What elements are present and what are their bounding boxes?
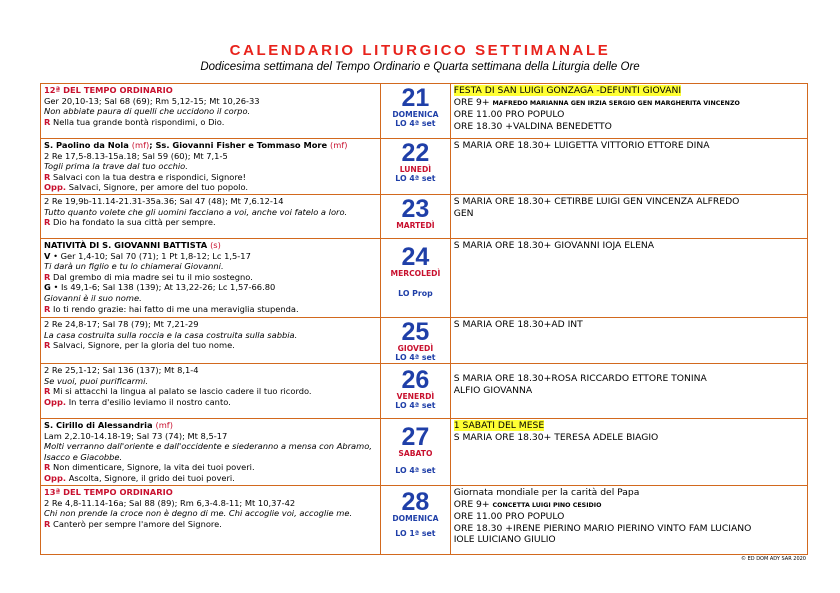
readings-cell xyxy=(41,194,381,238)
date-cell xyxy=(381,194,451,238)
alt-response-text: Salvaci, Signore, per amore del tuo popolo. xyxy=(68,182,249,193)
liturgy-heading xyxy=(44,420,377,431)
day-row-27 xyxy=(41,418,808,485)
copyright-notice: © ED DOM ADY SAR 2020 xyxy=(741,556,806,562)
reading-refs: 2 Re 17,5-8.13-15a.18; Sal 59 (60); Mt 7,1-5 xyxy=(44,150,228,161)
response-line xyxy=(44,117,377,128)
response-text: Canterò per sempre l'amore del Signore. xyxy=(53,518,222,529)
reading-refs: 2 Re 24,8-17; Sal 78 (79); Mt 7,21-29 xyxy=(44,318,199,329)
response-text: Dio ha fondato la sua città per sempre. xyxy=(53,217,216,228)
date-cell xyxy=(381,418,451,485)
day-refs xyxy=(44,282,377,293)
day-name: MARTEDÌ xyxy=(396,220,435,230)
response-marker: R xyxy=(44,116,51,127)
response-text: Mi si attacchi la lingua al palato se lascio cadere il tuo ricordo. xyxy=(53,386,312,397)
response-text: Nella tua grande bontà rispondimi, o Dio. xyxy=(53,116,225,127)
alt-response-marker: Opp. xyxy=(44,472,67,483)
masses-cell xyxy=(450,418,807,485)
feast-highlight: 1 SABATI DEL MESE xyxy=(453,419,545,431)
day-marker: G xyxy=(44,282,51,293)
antiphon: Non abbiate paura di quelli che uccidono il corpo. xyxy=(44,106,251,117)
mass-line: ORE 18.30 +IRENE PIERINO MARIO PIERINO VINTO FAM LUCIANO xyxy=(453,522,752,534)
page-title: CALENDARIO LITURGICO SETTIMANALE xyxy=(229,42,611,59)
response-line xyxy=(44,462,377,473)
alt-response-line xyxy=(44,473,377,484)
response-line xyxy=(44,340,377,351)
reading-refs: 2 Re 19,9b-11.14-21.31-35a.36; Sal 47 (48); Mt 7,6.12-14 xyxy=(44,195,284,206)
response-marker: R xyxy=(44,171,51,182)
antiphon: Molti verranno dall'oriente e dall'occidente e siederanno a mensa con Abramo, Isacco e Giacobbe. xyxy=(44,441,372,462)
day-row-23 xyxy=(41,194,808,238)
mass-time: ORE 9+ xyxy=(453,498,493,510)
antiphon: Chi non prende la croce non è degno di me. Chi accoglie voi, accoglie me. xyxy=(44,508,353,519)
day-number: 27 xyxy=(401,422,430,451)
response-line xyxy=(44,217,377,228)
response-marker: R xyxy=(44,462,51,473)
liturgy-week: LO 1ª set xyxy=(395,528,436,538)
response-text: Io ti rendo grazie: hai fatto di me una meraviglia stupenda. xyxy=(53,303,299,314)
mass-line: ORE 11.00 PRO POPULO xyxy=(453,511,565,523)
reading-refs: Ger 20,10-13; Sal 68 (69); Rm 5,12-15; Mt 10,26-33 xyxy=(44,95,260,106)
mass-line: ORE 18.30 +VALDINA BENEDETTO xyxy=(453,120,612,132)
antiphon: Ti darà un figlio e tu lo chiamerai Giovanni. xyxy=(44,261,224,272)
day-number: 23 xyxy=(401,194,430,223)
reading-refs: • Ger 1,4-10; Sal 70 (71); 1 Pt 1,8-12; Lc 1,5-17 xyxy=(53,250,251,261)
liturgy-week: LO 4ª set xyxy=(395,352,436,362)
date-cell xyxy=(381,485,451,554)
response-text: Non dimenticare, Signore, la vita dei tuoi poveri. xyxy=(53,462,255,473)
rank-badge: (mf) xyxy=(131,140,150,150)
day-name: LUNEDÌ xyxy=(399,165,432,174)
saint-name: S. Paolino da Nola xyxy=(44,140,129,150)
antiphon: Togli prima la trave dal tuo occhio. xyxy=(44,161,188,172)
liturgy-week: LO Prop xyxy=(398,288,433,298)
mass-line xyxy=(454,499,804,512)
readings-cell xyxy=(41,418,381,485)
alt-response-line xyxy=(44,182,377,193)
saint-name: S. Cirillo di Alessandria xyxy=(44,419,153,430)
date-cell xyxy=(381,317,451,363)
day-number: 25 xyxy=(401,317,430,346)
response-marker: R xyxy=(44,271,51,282)
liturgy-week: LO 4ª set xyxy=(395,465,436,475)
antiphon: Giovanni è il suo nome. xyxy=(44,292,142,303)
mass-line: S MARIA ORE 18.30+ROSA RICCARDO ETTORE TONINA xyxy=(453,372,707,384)
date-cell xyxy=(381,84,451,139)
mass-intentions: MAFREDO MARIANNA GEN IRZIA SERGIO GEN MARGHERITA VINCENZO xyxy=(492,99,740,107)
mass-line: GEN xyxy=(453,207,474,219)
masses-cell xyxy=(450,238,807,317)
day-name: MERCOLEDÌ xyxy=(390,268,441,278)
masses-cell xyxy=(450,363,807,418)
antiphon: La casa costruita sulla roccia e la casa costruita sulla sabbia. xyxy=(44,329,298,340)
day-row-21 xyxy=(41,84,808,139)
antiphon: Tutto quanto volete che gli uomini facciano a voi, anche voi fatelo a loro. xyxy=(44,206,348,217)
readings-cell xyxy=(41,238,381,317)
readings-cell xyxy=(41,84,381,139)
response-text: Salvaci, Signore, per la gloria del tuo nome. xyxy=(53,340,235,351)
page-subtitle: Dodicesima settimana del Tempo Ordinario e Quarta settimana della Liturgia delle Ore xyxy=(200,61,640,73)
response-line xyxy=(44,304,377,315)
day-row-22 xyxy=(41,139,808,195)
mass-line: S MARIA ORE 18.30+ GIOVANNI IOJA ELENA xyxy=(453,239,655,251)
feast-highlight: FESTA DI SAN LUIGI GONZAGA -DEFUNTI GIOVANI xyxy=(453,85,682,96)
mass-line: Giornata mondiale per la carità del Papa xyxy=(453,486,640,498)
response-marker: R xyxy=(44,518,51,529)
mass-line xyxy=(454,97,804,110)
masses-cell xyxy=(450,84,807,139)
day-row-25 xyxy=(41,317,808,363)
response-marker: R xyxy=(44,303,51,314)
response-text: Dal grembo di mia madre sei tu il mio sostegno. xyxy=(53,271,253,282)
day-name: VENERDÌ xyxy=(396,391,435,401)
mass-line: IOLE LUICIANO GIULIO xyxy=(453,534,556,546)
day-number: 26 xyxy=(401,365,430,394)
liturgy-heading xyxy=(44,140,377,151)
response-line xyxy=(44,386,377,397)
response-line xyxy=(44,272,377,283)
day-number: 21 xyxy=(401,84,430,112)
response-text: Salvaci con la tua destra e rispondici, Signore! xyxy=(53,171,246,182)
mass-time: ORE 9+ xyxy=(453,96,493,108)
day-name: GIOVEDÌ xyxy=(397,343,434,353)
vigil-refs xyxy=(44,251,377,262)
readings-cell xyxy=(41,363,381,418)
reading-refs: • Is 49,1-6; Sal 138 (139); At 13,22-26; Lc 1,57-66.80 xyxy=(53,282,276,293)
response-line xyxy=(44,172,377,183)
alt-response-marker: Opp. xyxy=(44,396,67,407)
calendar-table xyxy=(40,83,808,555)
liturgy-week: LO 4ª set xyxy=(395,119,436,128)
alt-response-text: Ascolta, Signore, il grido dei tuoi poveri. xyxy=(68,472,235,483)
date-cell xyxy=(381,363,451,418)
reading-refs: 2 Re 25,1-12; Sal 136 (137); Mt 8,1-4 xyxy=(44,364,199,375)
alt-response-line xyxy=(44,397,377,408)
vigil-marker: V xyxy=(44,250,51,261)
liturgy-week: LO 4ª set xyxy=(395,400,436,410)
liturgy-heading: 13ª DEL TEMPO ORDINARIO xyxy=(44,486,173,497)
readings-cell xyxy=(41,317,381,363)
mass-line: S MARIA ORE 18.30+ CETIRBE LUIGI GEN VINCENZA ALFREDO xyxy=(453,195,740,207)
day-number: 22 xyxy=(401,139,430,167)
mass-line: S MARIA ORE 18.30+AD INT xyxy=(453,318,583,330)
mass-line: S MARIA ORE 18.30+ TERESA ADELE BIAGIO xyxy=(453,431,659,443)
antiphon: Se vuoi, puoi purificarmi. xyxy=(44,375,149,386)
day-name: DOMENICA xyxy=(392,110,439,119)
response-line xyxy=(44,519,377,530)
day-row-28 xyxy=(41,485,808,554)
day-name: SABATO xyxy=(398,448,433,458)
masses-cell xyxy=(450,194,807,238)
response-marker: R xyxy=(44,386,51,397)
day-row-26 xyxy=(41,363,808,418)
rank-badge: (mf) xyxy=(330,140,348,150)
saint-name: ; Ss. Giovanni Fisher e Tommaso More xyxy=(149,140,328,150)
date-cell xyxy=(381,139,451,195)
response-marker: R xyxy=(44,340,51,351)
masses-cell xyxy=(450,485,807,554)
readings-cell xyxy=(41,485,381,554)
reading-refs: 2 Re 4,8-11.14-16a; Sal 88 (89); Rm 6,3-4.8-11; Mt 10,37-42 xyxy=(44,497,296,508)
mass-line: ALFIO GIOVANNA xyxy=(453,384,533,396)
reading-refs: Lam 2,2.10-14.18-19; Sal 73 (74); Mt 8,5-17 xyxy=(44,430,228,441)
alt-response-text: In terra d'esilio leviamo il nostro canto. xyxy=(68,396,231,407)
masses-cell xyxy=(450,317,807,363)
liturgy-week: LO 4ª set xyxy=(395,174,436,183)
day-row-24 xyxy=(41,238,808,317)
mass-line: S MARIA ORE 18.30+ LUIGETTA VITTORIO ETTORE DINA xyxy=(453,140,710,151)
response-marker: R xyxy=(44,217,51,228)
day-name: DOMENICA xyxy=(392,513,439,523)
mass-intentions: CONCETTA LUIGI PINO CESIDIO xyxy=(492,501,602,509)
liturgy-heading xyxy=(44,240,377,251)
day-number: 24 xyxy=(401,242,430,271)
mass-line: ORE 11.00 PRO POPULO xyxy=(453,109,565,121)
liturgy-heading: 12ª DEL TEMPO ORDINARIO xyxy=(44,85,173,95)
date-cell xyxy=(381,238,451,317)
rank-badge: (mf) xyxy=(155,419,173,430)
readings-cell xyxy=(41,139,381,195)
day-number: 28 xyxy=(401,487,430,516)
masses-cell xyxy=(450,139,807,195)
rank-badge: (s) xyxy=(210,239,221,250)
alt-response-marker: Opp. xyxy=(44,182,67,193)
feast-name: NATIVITÀ DI S. GIOVANNI BATTISTA xyxy=(44,239,208,250)
